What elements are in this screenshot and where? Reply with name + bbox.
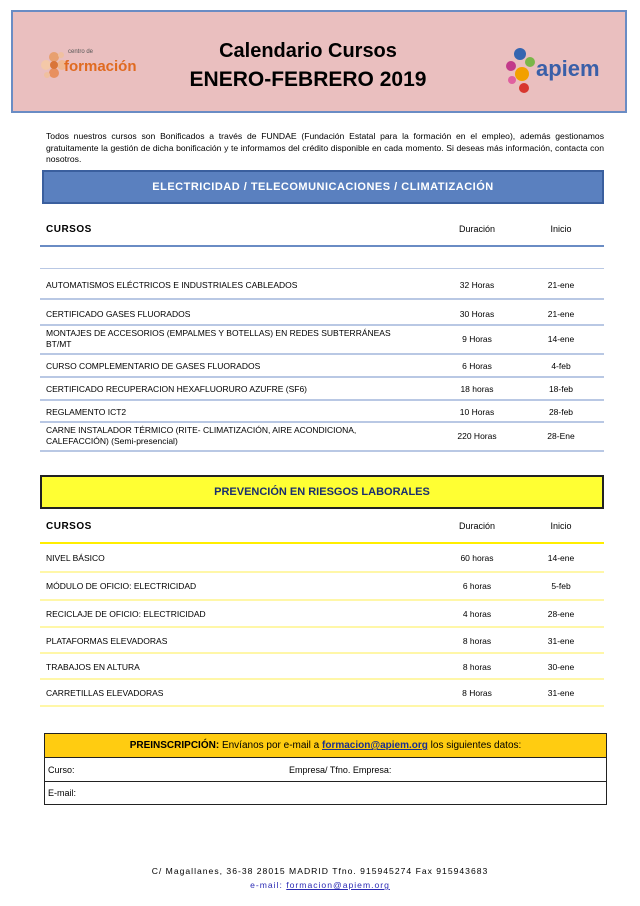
course-start: 18-feb — [548, 384, 574, 394]
course-duration: 220 Horas — [457, 431, 497, 441]
course-duration: 6 Horas — [462, 361, 492, 371]
row-divider — [40, 705, 604, 707]
course-name: TRABAJOS EN ALTURA — [46, 662, 140, 672]
course-duration: 8 horas — [462, 662, 492, 672]
row-divider — [40, 571, 604, 573]
course-start: 30-ene — [547, 662, 575, 672]
course-start: 21-ene — [547, 309, 575, 319]
apiem-logo — [500, 40, 610, 100]
section2-col-course: CURSOS — [46, 521, 92, 532]
row-divider — [40, 324, 604, 326]
preinscription-text-after: los siguientes datos: — [430, 740, 522, 751]
row-divider — [40, 399, 604, 401]
course-name: PLATAFORMAS ELEVADORAS — [46, 636, 168, 646]
course-name: CURSO COMPLEMENTARIO DE GASES FLUORADOS — [46, 361, 261, 371]
course-name: CARNE INSTALADOR TÉRMICO (RITE- CLIMATIZACIÓN, AIRE ACONDICIONA, CALEFACCIÓN) (Semi-presencial) — [46, 425, 357, 446]
course-name: MÓDULO DE OFICIO: ELECTRICIDAD — [46, 581, 197, 591]
course-start: 5-feb — [551, 581, 571, 591]
course-name: CARRETILLAS ELEVADORAS — [46, 688, 164, 698]
section1-title: ELECTRICIDAD / TELECOMUNICACIONES / CLIMATIZACIÓN — [42, 170, 604, 204]
course-duration: 10 Horas — [459, 407, 495, 417]
preinscription-email-link[interactable]: formacion@apiem.org — [322, 740, 428, 751]
logo-right-text: apiem — [536, 56, 600, 81]
course-duration: 8 horas — [462, 636, 492, 646]
section2-header-rule — [40, 542, 604, 544]
intro-paragraph: Todos nuestros cursos son Bonificados a través de FUNDAE (Fundación Estatal para la formación en el empleo), además gestionamos gratuitamente la gestión de dicha bonificación y te informamos del crédito disponible en cada momento. Si deseas más información, contacta con nosotros. — [46, 131, 604, 164]
section2-col-start: Inicio — [550, 521, 572, 531]
course-duration: 30 Horas — [459, 309, 495, 319]
footer-email-link[interactable]: formacion@apiem.org — [286, 880, 390, 890]
preinscription-header — [45, 734, 606, 758]
row-divider — [40, 421, 604, 423]
course-start: 28-Ene — [547, 431, 575, 441]
course-duration: 60 horas — [460, 553, 494, 563]
row-divider — [40, 353, 604, 355]
course-start: 28-feb — [548, 407, 574, 417]
course-duration: 8 Horas — [462, 688, 492, 698]
apiem-flower-icon — [506, 48, 535, 93]
logo-left-text: formación — [64, 58, 137, 75]
section1-header-rule — [40, 245, 604, 247]
row-divider — [40, 626, 604, 628]
row-divider — [40, 450, 604, 452]
row-divider — [40, 652, 604, 654]
field-email-label: E-mail: — [48, 788, 77, 798]
course-duration: 4 horas — [462, 609, 492, 619]
course-duration: 32 Horas — [459, 280, 495, 290]
row-divider — [40, 599, 604, 601]
course-name: AUTOMATISMOS ELÉCTRICOS E INDUSTRIALES CABLEADOS — [46, 280, 298, 290]
course-name: MONTAJES DE ACCESORIOS (EMPALMES Y BOTELLAS) EN REDES SUBTERRÁNEAS BT/MT — [46, 328, 391, 349]
course-name: CERTIFICADO RECUPERACION HEXAFLUORURO AZUFRE (SF6) — [46, 384, 308, 394]
course-start: 28-ene — [547, 609, 575, 619]
course-name: CERTIFICADO GASES FLUORADOS — [46, 309, 191, 319]
course-start: 14-ene — [547, 334, 575, 344]
section2-col-duration: Duración — [458, 521, 496, 531]
section1-col-start: Inicio — [550, 224, 572, 234]
section1-col-duration: Duración — [458, 224, 496, 234]
course-name: NIVEL BÁSICO — [46, 553, 105, 563]
footer-email-label: e-mail: — [250, 880, 283, 890]
course-name: REGLAMENTO ICT2 — [46, 407, 127, 417]
form-divider — [45, 781, 606, 782]
formacion-logo — [40, 43, 140, 93]
section2-title: PREVENCIÓN EN RIESGOS LABORALES — [40, 475, 604, 509]
title-line1: Calendario Cursos — [219, 40, 397, 62]
course-start: 4-feb — [551, 361, 571, 371]
title-line2: ENERO-FEBRERO 2019 — [189, 68, 427, 91]
row-divider — [40, 376, 604, 378]
course-start: 21-ene — [547, 280, 575, 290]
course-duration: 6 horas — [462, 581, 492, 591]
preinscription-form — [44, 733, 607, 805]
section1-empty-row-rule — [40, 268, 604, 269]
footer-email-line — [0, 880, 640, 890]
preinscription-label: PREINSCRIPCIÓN: — [129, 740, 220, 751]
row-divider — [40, 298, 604, 300]
logo-left-small: centro de — [68, 49, 94, 55]
field-company-label: Empresa/ Tfno. Empresa: — [289, 765, 392, 775]
section1-col-course: CURSOS — [46, 224, 92, 235]
row-divider — [40, 678, 604, 680]
footer-address: C/ Magallanes, 36-38 28015 MADRID Tfno. 915945274 Fax 915943683 — [151, 866, 489, 876]
preinscription-text-before: Envíanos por e-mail a — [221, 740, 320, 751]
field-course-label: Curso: — [48, 765, 75, 775]
course-duration: 9 Horas — [462, 334, 492, 344]
course-duration: 18 horas — [460, 384, 494, 394]
course-start: 31-ene — [547, 636, 575, 646]
course-start: 31-ene — [547, 688, 575, 698]
course-name: RECICLAJE DE OFICIO: ELECTRICIDAD — [46, 609, 206, 619]
course-start: 14-ene — [547, 553, 575, 563]
